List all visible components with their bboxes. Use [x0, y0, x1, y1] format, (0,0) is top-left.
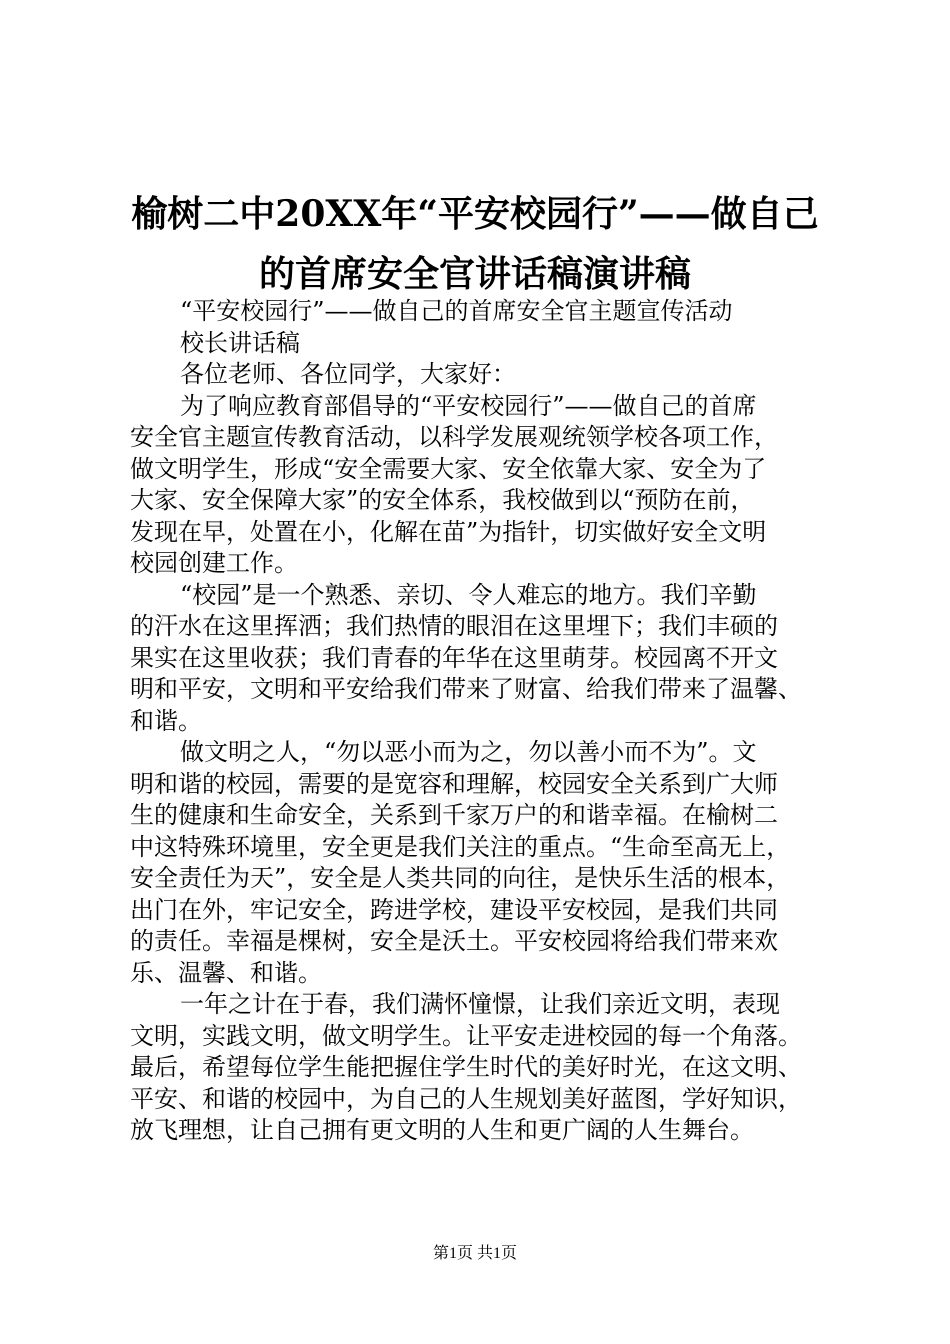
body-line: “平安校园行”——做自己的首席安全官主题宣传活动 — [180, 297, 733, 325]
body-line: 平安、和谐的校园中，为自己的人生规划美好蓝图，学好知识， — [130, 1084, 802, 1113]
body-line: 为了响应教育部倡导的“平安校园行”——做自己的首席 — [180, 391, 757, 420]
body-line: 文明，实践文明，做文明学生。让平安走进校园的每一个角落。 — [130, 1021, 802, 1050]
body-line: 的责任。幸福是棵树，安全是沃土。平安校园将给我们带来欢 — [130, 927, 778, 955]
body-line: 的汗水在这里挥洒；我们热情的眼泪在这里埋下；我们丰硕的 — [130, 612, 778, 640]
body-line: 放飞理想，让自己拥有更文明的人生和更广阔的人生舞台。 — [130, 1116, 754, 1144]
body-line: 中这特殊环境里，安全更是我们关注的重点。“生命至高无上， — [130, 832, 791, 861]
document-body — [130, 296, 830, 1147]
title-line-1: 榆树二中20XX年“平安校园行”——做自己 — [131, 193, 819, 235]
body-line: 和谐。 — [130, 706, 202, 735]
document-title — [100, 184, 850, 304]
body-line: 发现在早，处置在小，化解在苗”为指针，切实做好安全文明 — [130, 517, 767, 546]
body-line: 校长讲话稿 — [180, 328, 300, 357]
body-line: 做文明之人，“勿以恶小而为之，勿以善小而不为”。文 — [180, 738, 757, 766]
body-line: 校园创建工作。 — [130, 549, 298, 577]
body-line: 安全责任为天”，安全是人类共同的向往，是快乐生活的根本， — [130, 864, 791, 892]
body-line: 大家、安全保障大家”的安全体系，我校做到以“预防在前， — [130, 486, 755, 514]
body-line: 乐、温馨、和谐。 — [130, 958, 322, 987]
page-footer: 第1页 共1页 — [432, 1245, 517, 1262]
body-line: 明和平安，文明和平安给我们带来了财富、给我们带来了温馨、 — [130, 675, 802, 703]
body-line: 各位老师、各位同学，大家好： — [180, 360, 516, 388]
title-line-2: 的首席安全官讲话稿演讲稿 — [258, 253, 691, 295]
body-line: 一年之计在于春，我们满怀憧憬，让我们亲近文明，表现 — [180, 990, 780, 1018]
body-line: “校园”是一个熟悉、亲切、令人难忘的地方。我们辛勤 — [180, 580, 757, 609]
body-line: 出门在外，牢记安全，跨进学校，建设平安校园，是我们共同 — [130, 895, 778, 924]
body-line: 最后，希望每位学生能把握住学生时代的美好时光，在这文明、 — [130, 1053, 802, 1081]
body-line: 生的健康和生命安全，关系到千家万户的和谐幸福。在榆树二 — [130, 801, 778, 829]
body-line: 安全官主题宣传教育活动，以科学发展观统领学校各项工作， — [130, 423, 778, 451]
body-line: 果实在这里收获；我们青春的年华在这里萌芽。校园离不开文 — [130, 643, 778, 672]
body-line: 明和谐的校园，需要的是宽容和理解，校园安全关系到广大师 — [130, 769, 778, 798]
body-line: 做文明学生，形成“安全需要大家、安全依靠大家、安全为了 — [130, 454, 767, 483]
